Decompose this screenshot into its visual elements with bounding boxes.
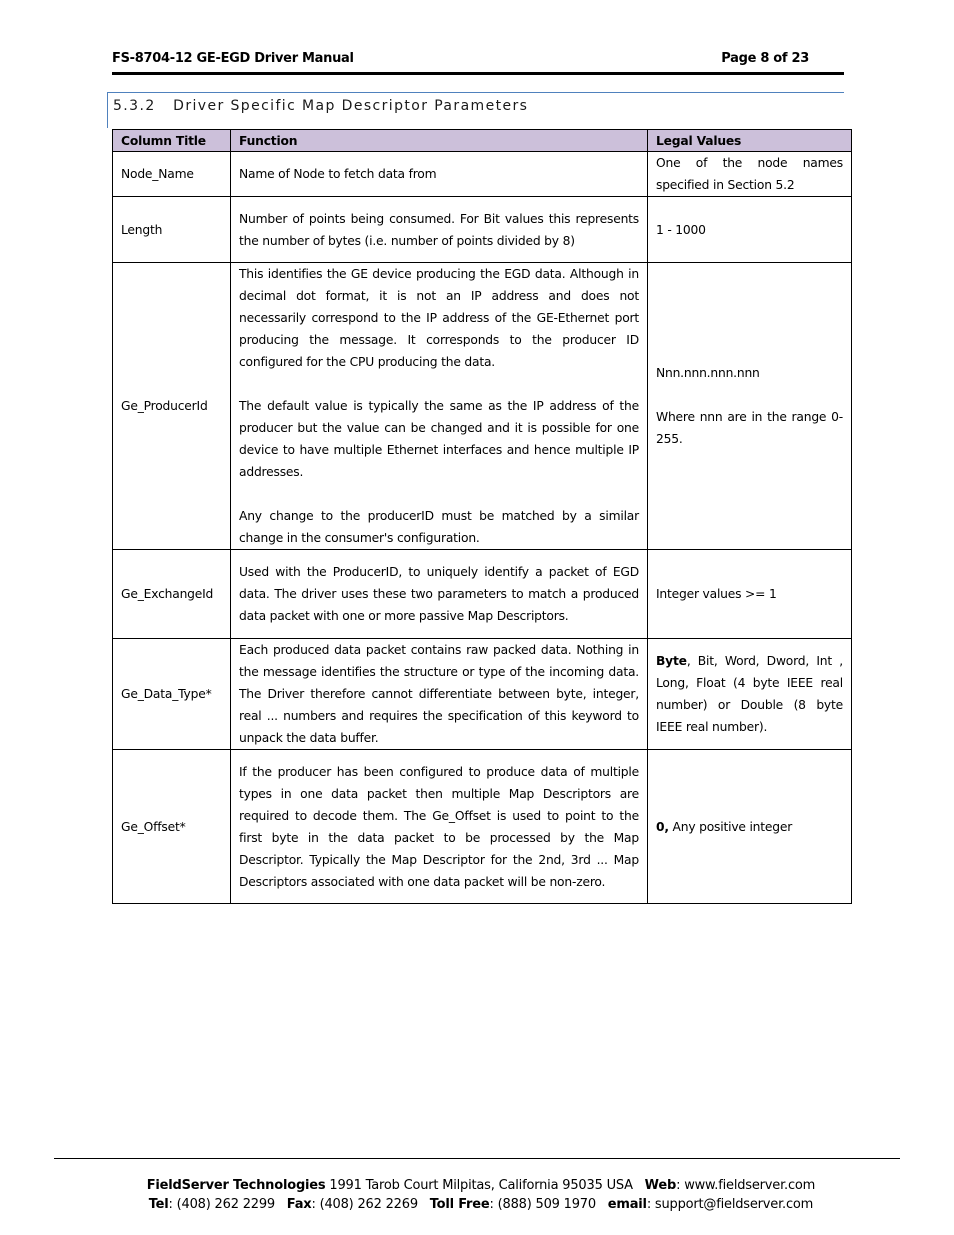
function-paragraph: Any change to the producerID must be matched by a similar change in the consumer's configuration. bbox=[239, 509, 639, 545]
column-title-cell: Length bbox=[113, 197, 231, 263]
column-header: Legal Values bbox=[648, 130, 852, 152]
table-row bbox=[113, 197, 852, 263]
footer-fax-label: Fax bbox=[286, 1197, 312, 1212]
footer-web-label: Web bbox=[644, 1178, 677, 1193]
table-row bbox=[113, 152, 852, 197]
legal-values-cell bbox=[648, 263, 852, 550]
legal-values-cell: Integer values >= 1 bbox=[648, 550, 852, 639]
column-title-cell: Node_Name bbox=[113, 152, 231, 197]
legal-values-cell: 1 - 1000 bbox=[648, 197, 852, 263]
footer-address: 1991 Tarob Court Milpitas, California 95035 USA bbox=[325, 1178, 645, 1193]
function-cell: Number of points being consumed. For Bit values this represents the number of bytes (i.e. number of points divided by 8) bbox=[231, 197, 648, 263]
legal-values-cell bbox=[648, 750, 852, 904]
footer-tollfree-label: Toll Free bbox=[429, 1197, 490, 1212]
table-row bbox=[113, 750, 852, 904]
legal-values-cell: One of the node names specified in Section 5.2 bbox=[648, 152, 852, 197]
footer-tel-label: Tel bbox=[148, 1197, 169, 1212]
footer-line-2 bbox=[54, 1182, 900, 1212]
default-value: 0, bbox=[656, 819, 669, 834]
function-cell: If the producer has been configured to produce data of multiple types in one data packet then multiple Map Descriptors are required to decode them. The Ge_Offset is used to point to the first byte in the data packet to be processed by the Map Descriptor. Typically the Map Descriptor for the 2nd, 3rd ... Map Descriptors associated with one data packet will be non-zero. bbox=[231, 750, 648, 904]
section-heading-box bbox=[107, 92, 844, 128]
column-title-cell: Ge_ExchangeId bbox=[113, 550, 231, 639]
document-title: FS-8704-12 GE-EGD Driver Manual bbox=[112, 51, 354, 66]
table-header-row bbox=[113, 130, 852, 152]
footer-company: FieldServer Technologies bbox=[146, 1178, 326, 1193]
table-row bbox=[113, 550, 852, 639]
function-cell bbox=[231, 263, 648, 550]
default-value: Byte bbox=[656, 654, 687, 668]
legal-values-text: , Bit, Word, Dword, Int , Long, Float (4 byte IEEE real number) or Double (8 byte IEEE real number). bbox=[656, 654, 843, 734]
footer-tel-value: : (408) 262 2299 bbox=[168, 1197, 287, 1212]
map-descriptor-table bbox=[112, 129, 852, 904]
footer-fax-value: : (408) 262 2269 bbox=[311, 1197, 430, 1212]
footer-tollfree-value: : (888) 509 1970 bbox=[489, 1197, 608, 1212]
footer-email-link[interactable]: : support@fieldserver.com bbox=[646, 1197, 814, 1212]
table-row bbox=[113, 263, 852, 550]
function-cell: Each produced data packet contains raw packed data. Nothing in the message identifies the structure or type of the incoming data. The Driver therefore cannot differentiate between byte, integer, real ... numbers and requires the specification of this keyword to unpack the data buffer. bbox=[231, 639, 648, 750]
page-header bbox=[112, 51, 809, 71]
page-number: Page 8 of 23 bbox=[721, 51, 809, 66]
function-paragraph: The default value is typically the same as the IP address of the producer but the value can be changed and it is possible for one device to have multiple Ethernet interfaces and hence multiple IP addresses. bbox=[239, 399, 639, 479]
table-row bbox=[113, 639, 852, 750]
column-header: Function bbox=[231, 130, 648, 152]
function-cell: Used with the ProducerID, to uniquely identify a packet of EGD data. The driver uses these two parameters to match a produced data packet with one or more passive Map Descriptors. bbox=[231, 550, 648, 639]
header-rule bbox=[112, 72, 844, 75]
column-title-cell: Ge_Offset* bbox=[113, 750, 231, 904]
legal-values-text: Any positive integer bbox=[668, 819, 793, 834]
column-header: Column Title bbox=[113, 130, 231, 152]
legal-value-line: Nnn.nnn.nnn.nnn bbox=[656, 366, 760, 380]
footer-rule bbox=[54, 1158, 900, 1159]
legal-values-cell bbox=[648, 639, 852, 750]
function-cell: Name of Node to fetch data from bbox=[231, 152, 648, 197]
section-heading: 5.3.2 Driver Specific Map Descriptor Parameters bbox=[113, 98, 529, 114]
column-title-cell: Ge_ProducerId bbox=[113, 263, 231, 550]
footer-web-link[interactable]: : www.fieldserver.com bbox=[676, 1178, 816, 1193]
footer-email-label: email bbox=[607, 1197, 647, 1212]
function-paragraph: This identifies the GE device producing the EGD data. Although in decimal dot format, it is not an IP address and does not necessarily correspond to the IP address of the GE-Ethernet port producing the message. It corresponds to the producer ID configured for the CPU producing the data. bbox=[239, 267, 639, 369]
column-title-cell: Ge_Data_Type* bbox=[113, 639, 231, 750]
legal-value-line: Where nnn are in the range 0-255. bbox=[656, 410, 843, 446]
